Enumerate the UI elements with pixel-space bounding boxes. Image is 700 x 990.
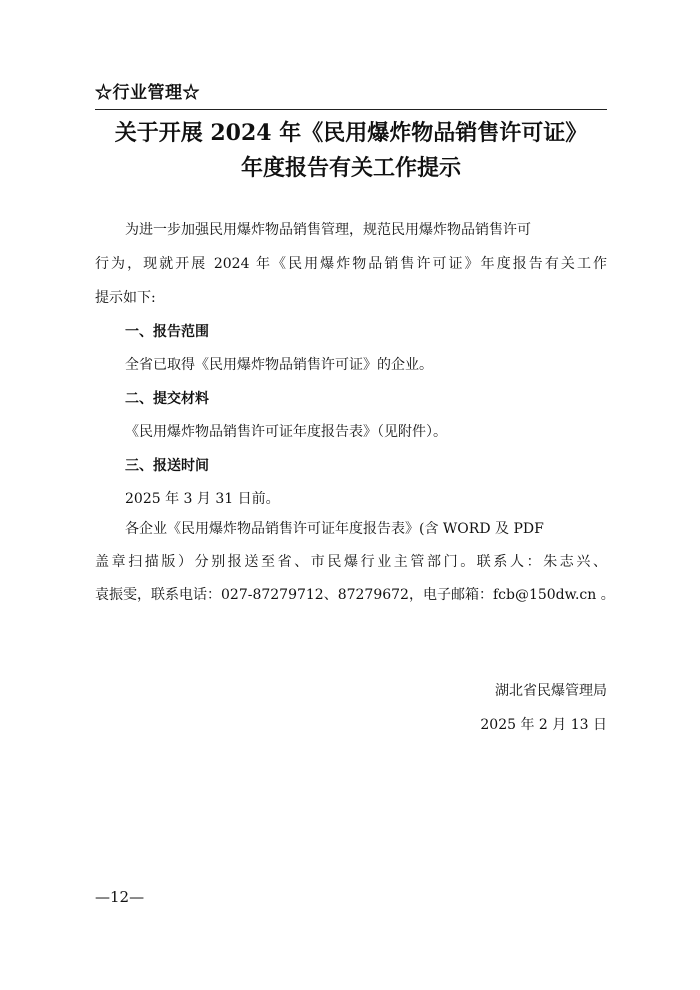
section-2-heading: 二、提交材料 (125, 391, 209, 407)
section-1-text: 全省已取得《民用爆炸物品销售许可证》的企业。 (125, 357, 433, 373)
issue-date: 2025 年 2 月 13 日 (480, 717, 607, 733)
section-1-heading: 一、报告范围 (125, 324, 209, 340)
header-rule (95, 109, 607, 110)
document-title-line-2: 年度报告有关工作提示 (240, 155, 461, 181)
issuing-organization: 湖北省民爆管理局 (495, 683, 607, 699)
intro-line-1: 为进一步加强民用爆炸物品销售管理，规范民用爆炸物品销售许可 (125, 222, 531, 238)
section-tag: ☆行业管理☆ (95, 83, 200, 103)
contact-line-1: 各企业《民用爆炸物品销售许可证年度报告表》(含 WORD 及 PDF (125, 521, 544, 537)
section-3-heading: 三、报送时间 (125, 458, 209, 474)
page-number: —12— (95, 888, 145, 906)
section-3-text: 2025 年 3 月 31 日前。 (125, 491, 280, 507)
document-title-line-1: 关于开展 2024 年《民用爆炸物品销售许可证》 (114, 120, 588, 146)
section-2-text: 《民用爆炸物品销售许可证年度报告表》（见附件）。 (125, 424, 447, 440)
contact-line-2: 盖章扫描版）分别报送至省、市民爆行业主管部门。联系人：朱志兴、 (95, 554, 607, 570)
intro-line-2: 行为，现就开展 2024 年《民用爆炸物品销售许可证》年度报告有关工作 (95, 256, 607, 272)
contact-line-3: 袁振雯，联系电话：027-87279712、87279672，电子邮箱：fcb@150dw.cn 。 (95, 587, 615, 603)
intro-line-3: 提示如下: (95, 290, 156, 306)
